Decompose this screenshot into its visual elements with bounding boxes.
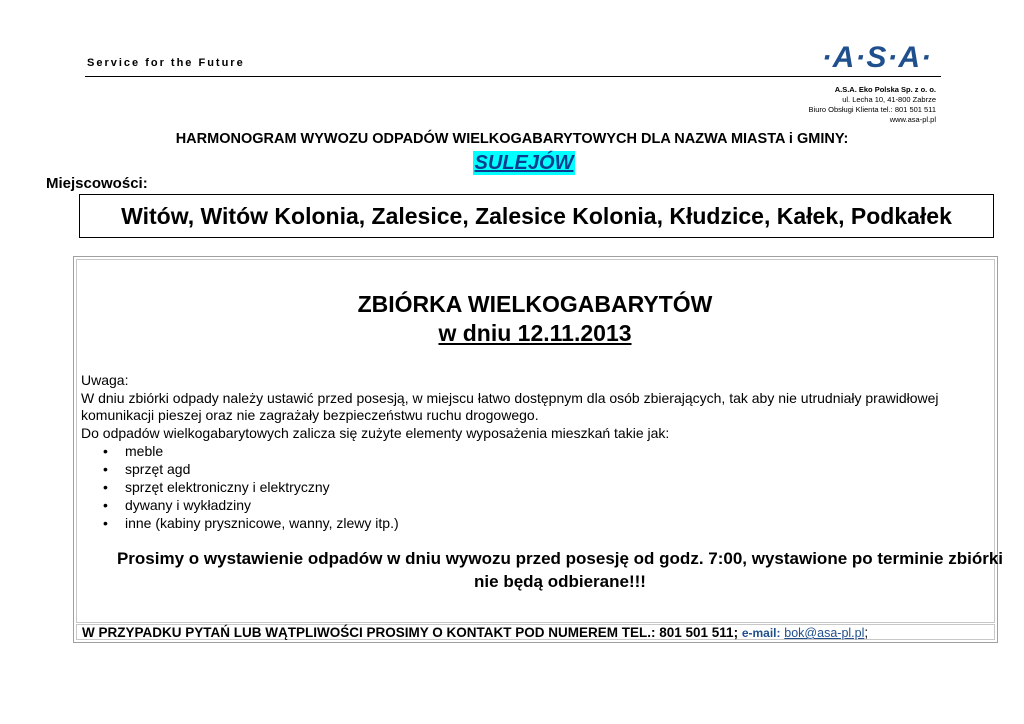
contact-suffix: ; [864,625,869,640]
list-item: • dywany i wykładziny [81,496,986,514]
list-item: • sprzęt elektroniczny i elektryczny [81,478,986,496]
asa-logo: ·A·S·A· [821,41,932,74]
city-wrapper [0,151,1024,175]
email-link[interactable]: bok@asa-pl.pl [784,626,865,640]
collection-title: ZBIÓRKA WIELKOGABARYTÓW [357,291,713,317]
list-item: • sprzęt agd [81,460,986,478]
company-info [809,85,936,125]
items-intro: Do odpadów wielkogabarytowych zalicza się zużyte elementy wyposażenia mieszkań takie jak: [81,424,670,441]
collection-notes [81,372,986,532]
list-item: • inne (kabiny prysznicowe, wanny, zlewy itp.) [81,514,986,532]
localities-list: Witów, Witów Kolonia, Zalesice, Zalesice Kolonia, Kłudzice, Kałek, Podkałek [121,202,952,229]
contact-text: W PRZYPADKU PYTAŃ LUB WĄTPLIWOŚCI PROSIMY O KONTAKT POD NUMEREM TEL.: 801 501 511; [82,625,739,640]
contact-line [82,625,868,640]
document-title: HARMONOGRAM WYWOZU ODPADÓW WIELKOGABARYTOWYCH DLA NAZWA MIASTA i GMINY: [175,131,849,147]
header-divider [85,76,941,77]
collection-request: Prosimy o wystawienie odpadów w dniu wywozu przed posesję od godz. 7:00, wystawione po terminie zbiórki nie będą odbierane!!! [116,549,1004,591]
note-text: W dniu zbiórki odpady należy ustawić przed posesją, w miejscu łatwo dostępnym dla osób zbierających, tak aby nie utrudniały prawidłowej komunikacji pieszej oraz nie zagrażały bezpieczeństwu ruchu drogowego. [81,389,939,423]
localities-box [79,194,994,238]
city-name: SULEJÓW [474,152,574,174]
items-list [81,442,986,532]
header-slogan: Service for the Future [87,57,245,69]
company-phone: Biuro Obsługi Klienta tel.: 801 501 511 [808,105,936,114]
note-label: Uwaga: [81,372,129,388]
localities-label: Miejscowości: [46,175,148,192]
company-name: A.S.A. Eko Polska Sp. z o. o. [834,85,936,94]
company-address: ul. Lecha 10, 41-800 Zabrze [842,95,936,104]
collection-date: w dniu 12.11.2013 [438,320,632,346]
company-website[interactable]: www.asa-pl.pl [889,115,936,124]
list-item: • meble [81,442,986,460]
collection-heading [0,290,1024,348]
email-label: e-mail: [741,626,781,640]
